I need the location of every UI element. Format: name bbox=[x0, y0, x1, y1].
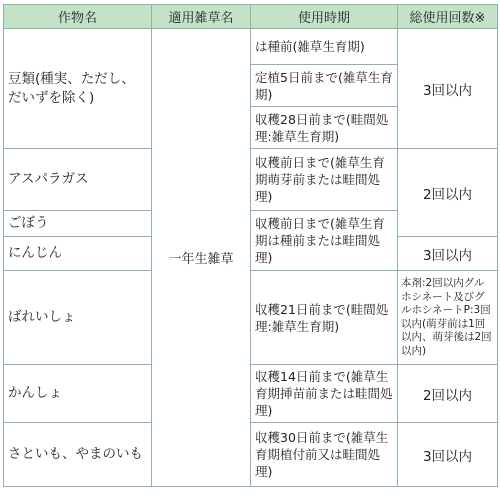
header-period: 使用時期 bbox=[251, 5, 398, 29]
table-row bbox=[4, 149, 498, 211]
count-beans: 3回以内 bbox=[398, 29, 498, 149]
period-beans-2: 定植5日前まで(雑草生育期) bbox=[251, 65, 398, 107]
period-taro: 収穫30日前まで(雑草生育期植付前又は畦間処理) bbox=[251, 423, 398, 487]
crop-beans: 豆類(種実、ただし、だいずを除く) bbox=[4, 29, 152, 149]
pesticide-usage-table bbox=[3, 4, 498, 487]
crop-burdock: ごぼう bbox=[4, 211, 152, 237]
period-burdock-carrot: 収穫前日まで(雑草生育期は種前または畦間処理) bbox=[251, 211, 398, 271]
count-carrot: 3回以内 bbox=[398, 237, 498, 271]
count-asparagus: 2回以内 bbox=[398, 149, 498, 237]
table-row bbox=[4, 365, 498, 423]
table-row bbox=[4, 29, 498, 65]
period-potato: 収穫21日前まで(畦間処理:雑草生育期) bbox=[251, 271, 398, 365]
period-asparagus: 収穫前日まで(雑草生育期萌芽前または畦間処理) bbox=[251, 149, 398, 211]
header-weed: 適用雑草名 bbox=[152, 5, 251, 29]
crop-carrot: にんじん bbox=[4, 237, 152, 271]
header-count: 総使用回数※ bbox=[398, 5, 498, 29]
crop-sugarcane: かんしょ bbox=[4, 365, 152, 423]
crop-potato: ばれいしょ bbox=[4, 271, 152, 365]
period-beans-3: 収穫28日前まで(畦間処理:雑草生育期) bbox=[251, 107, 398, 149]
header-crop: 作物名 bbox=[4, 5, 152, 29]
count-sugarcane: 2回以内 bbox=[398, 365, 498, 423]
crop-taro: さといも、やまのいも bbox=[4, 423, 152, 487]
weed-name: 一年生雑草 bbox=[152, 29, 251, 487]
period-sugarcane: 収穫14日前まで(雑草生育期挿苗前または畦間処理) bbox=[251, 365, 398, 423]
header-row bbox=[4, 5, 498, 29]
count-potato: 本剤:2回以内グルホシネート及びグルホシネートP:3回以内(萌芽前は1回以内、萌芽後は2回以内) bbox=[398, 271, 498, 365]
table-row bbox=[4, 271, 498, 365]
period-beans-1: は種前(雑草生育期) bbox=[251, 29, 398, 65]
table-row bbox=[4, 423, 498, 487]
crop-asparagus: アスパラガス bbox=[4, 149, 152, 211]
count-taro: 3回以内 bbox=[398, 423, 498, 487]
